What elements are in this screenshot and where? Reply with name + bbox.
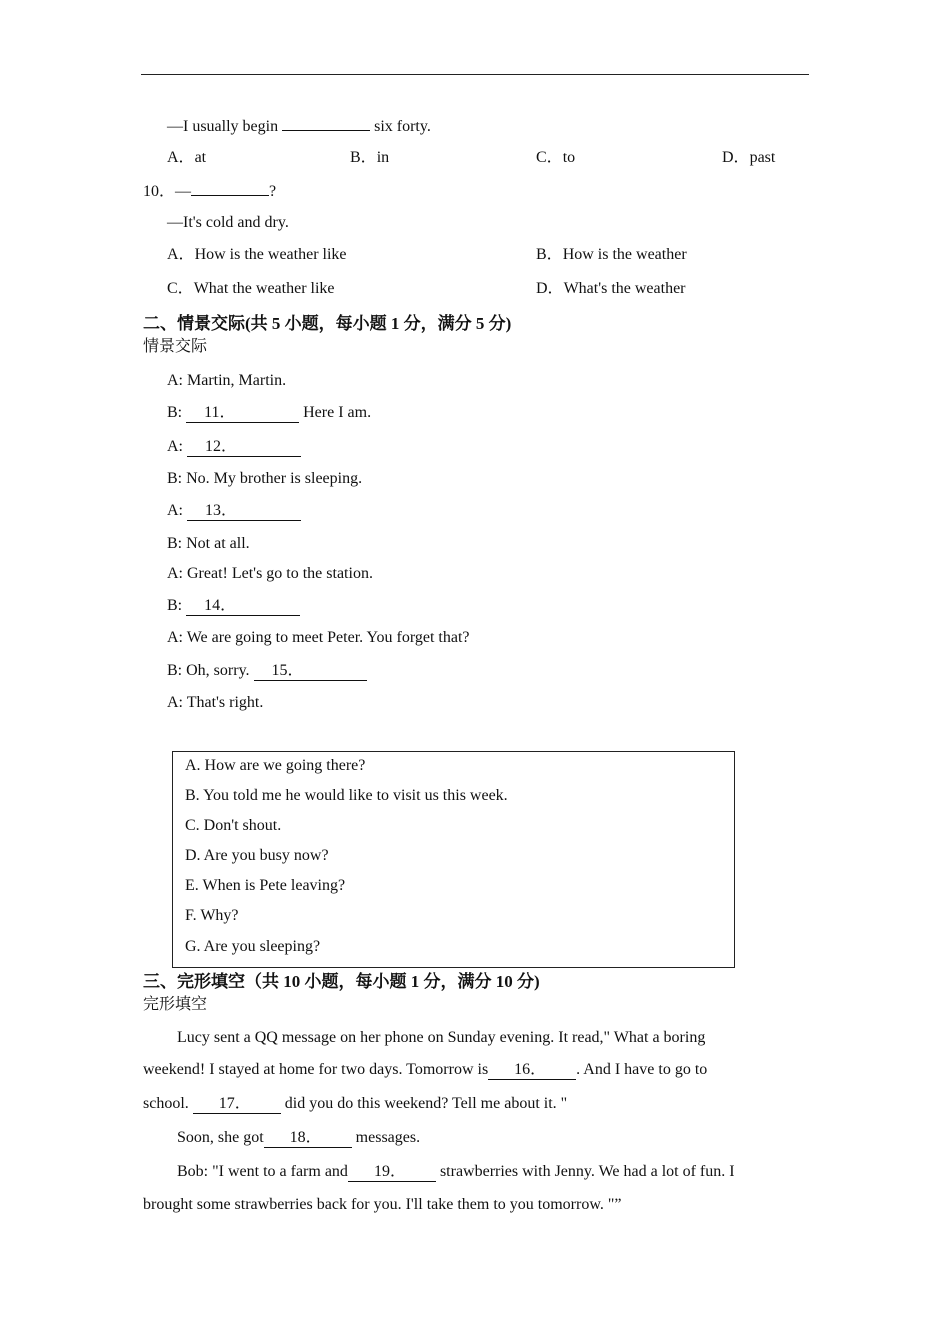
speaker-label: A: — [167, 372, 187, 389]
dialogue-text: Not at all. — [186, 535, 250, 552]
option-text: in — [376, 149, 390, 166]
option-letter: D． — [536, 280, 564, 297]
answer-blank-14 — [186, 597, 300, 616]
q9-option-a — [167, 148, 206, 168]
dialogue-text: Great! Let's go to the station. — [187, 565, 373, 582]
passage-text: strawberries with Jenny. We had a lot of fun. I — [435, 1163, 735, 1180]
q10-answer-line: —It's cold and dry. — [167, 214, 289, 231]
section3-heading: 三、完形填空（共 10 小题，每小题 1 分，满分 10 分) — [143, 972, 540, 991]
speaker-label: B: — [167, 597, 187, 614]
dialogue-line-11 — [167, 693, 263, 713]
q10-question-mark: ? — [269, 183, 277, 200]
option-letter: A． — [167, 149, 195, 166]
option-letter: D． — [722, 149, 750, 166]
q10-number: 10．— — [143, 183, 192, 200]
passage-line-6: brought some strawberries back for you. I'll take them to you tomorrow. "” — [143, 1196, 622, 1213]
dialogue-line-2 — [167, 403, 371, 423]
dialogue-line-10 — [167, 661, 367, 681]
speaker-label: B: — [167, 404, 187, 421]
blank-number: 18． — [289, 1129, 322, 1146]
q10-option-d — [536, 279, 686, 299]
passage-text: weekend! I stayed at home for two days. Tomorrow is — [143, 1061, 489, 1078]
option-d: D. Are you busy now? — [185, 847, 329, 864]
dialogue-line-5 — [167, 501, 301, 521]
q9-option-c — [536, 148, 575, 168]
q9-option-d — [722, 148, 775, 168]
dialogue-text: That's right. — [186, 694, 264, 711]
answer-blank-12 — [187, 438, 301, 457]
dialogue-text: We are going to meet Peter. You forget that? — [186, 629, 470, 646]
passage-text: Bob: "I went to a farm and — [177, 1163, 348, 1180]
q9-prompt-text-after: six forty. — [370, 118, 431, 135]
option-text: How is the weather — [562, 246, 687, 263]
option-letter: B． — [350, 149, 377, 166]
option-letter: C． — [536, 149, 563, 166]
section3-subheading: 完形填空 — [143, 996, 208, 1013]
passage-text: Soon, she got — [177, 1129, 264, 1146]
q9-prompt-text: —I usually begin — [167, 118, 283, 135]
blank-number: 12． — [205, 438, 238, 455]
dialogue-line-4 — [167, 469, 362, 489]
option-text: to — [562, 149, 576, 166]
blank-number: 17． — [218, 1095, 251, 1112]
passage-text: . And I have to go to — [576, 1061, 708, 1078]
speaker-label: A: — [167, 694, 187, 711]
answer-blank-15 — [254, 662, 367, 681]
speaker-label: B: — [167, 535, 187, 552]
options-box — [172, 751, 735, 968]
dialogue-text: No. My brother is sleeping. — [186, 470, 363, 487]
option-letter: C． — [167, 280, 194, 297]
speaker-label: A: — [167, 629, 187, 646]
section2-subheading: 情景交际 — [143, 338, 208, 355]
answer-blank-13 — [187, 502, 301, 521]
passage-line-2 — [143, 1060, 707, 1080]
speaker-label: A: — [167, 502, 187, 519]
blank-number: 19． — [373, 1163, 406, 1180]
q10-blank — [191, 181, 269, 196]
answer-blank-11 — [186, 404, 299, 423]
dialogue-line-6 — [167, 534, 250, 554]
option-text: What's the weather — [563, 280, 686, 297]
speaker-label: B: — [167, 470, 187, 487]
dialogue-line-7 — [167, 564, 373, 584]
dialogue-text: Oh, sorry. — [186, 662, 254, 679]
option-e: E. When is Pete leaving? — [185, 877, 346, 894]
option-letter: B． — [536, 246, 563, 263]
q10-option-c — [167, 279, 335, 299]
q10-option-b — [536, 245, 687, 265]
answer-blank-18 — [264, 1129, 352, 1148]
dialogue-text: Martin, Martin. — [187, 372, 287, 389]
blank-number: 16． — [514, 1061, 547, 1078]
blank-number: 15． — [271, 662, 304, 679]
option-g: G. Are you sleeping? — [185, 938, 321, 955]
section2-heading: 二、情景交际(共 5 小题，每小题 1 分，满分 5 分) — [143, 314, 512, 333]
option-text: at — [194, 149, 207, 166]
option-b: B. You told me he would like to visit us this week. — [185, 787, 508, 804]
q9-blank — [282, 116, 370, 131]
passage-line-3 — [143, 1094, 567, 1114]
q9-prompt — [167, 116, 431, 137]
answer-blank-17 — [193, 1095, 281, 1114]
option-f: F. Why? — [185, 907, 239, 924]
answer-blank-19 — [348, 1163, 436, 1182]
dialogue-line-9 — [167, 628, 470, 648]
answer-blank-16 — [488, 1061, 576, 1080]
blank-number: 11． — [204, 404, 236, 421]
option-text: What the weather like — [193, 280, 335, 297]
q9-option-b — [350, 148, 389, 168]
option-a: A. How are we going there? — [185, 757, 366, 774]
passage-text: messages. — [351, 1129, 421, 1146]
passage-text: school. — [143, 1095, 193, 1112]
option-text: How is the weather like — [194, 246, 347, 263]
dialogue-line-8 — [167, 596, 300, 616]
dialogue-line-3 — [167, 437, 301, 457]
dialogue-line-1 — [167, 371, 286, 391]
dialogue-text: Here I am. — [299, 404, 372, 421]
speaker-label: B: — [167, 662, 187, 679]
option-c: C. Don't shout. — [185, 817, 282, 834]
passage-text: did you do this weekend? Tell me about it. " — [280, 1095, 568, 1112]
passage-line-4 — [177, 1128, 420, 1148]
q10-option-a — [167, 245, 347, 265]
speaker-label: A: — [167, 565, 187, 582]
passage-line-1: Lucy sent a QQ message on her phone on Sunday evening. It read," What a boring — [177, 1029, 706, 1046]
blank-number: 14． — [204, 597, 237, 614]
blank-number: 13． — [205, 502, 238, 519]
q10-prompt — [143, 181, 276, 202]
header-rule — [141, 74, 809, 75]
option-letter: A． — [167, 246, 195, 263]
passage-line-5 — [177, 1162, 735, 1182]
option-text: past — [749, 149, 776, 166]
speaker-label: A: — [167, 438, 187, 455]
